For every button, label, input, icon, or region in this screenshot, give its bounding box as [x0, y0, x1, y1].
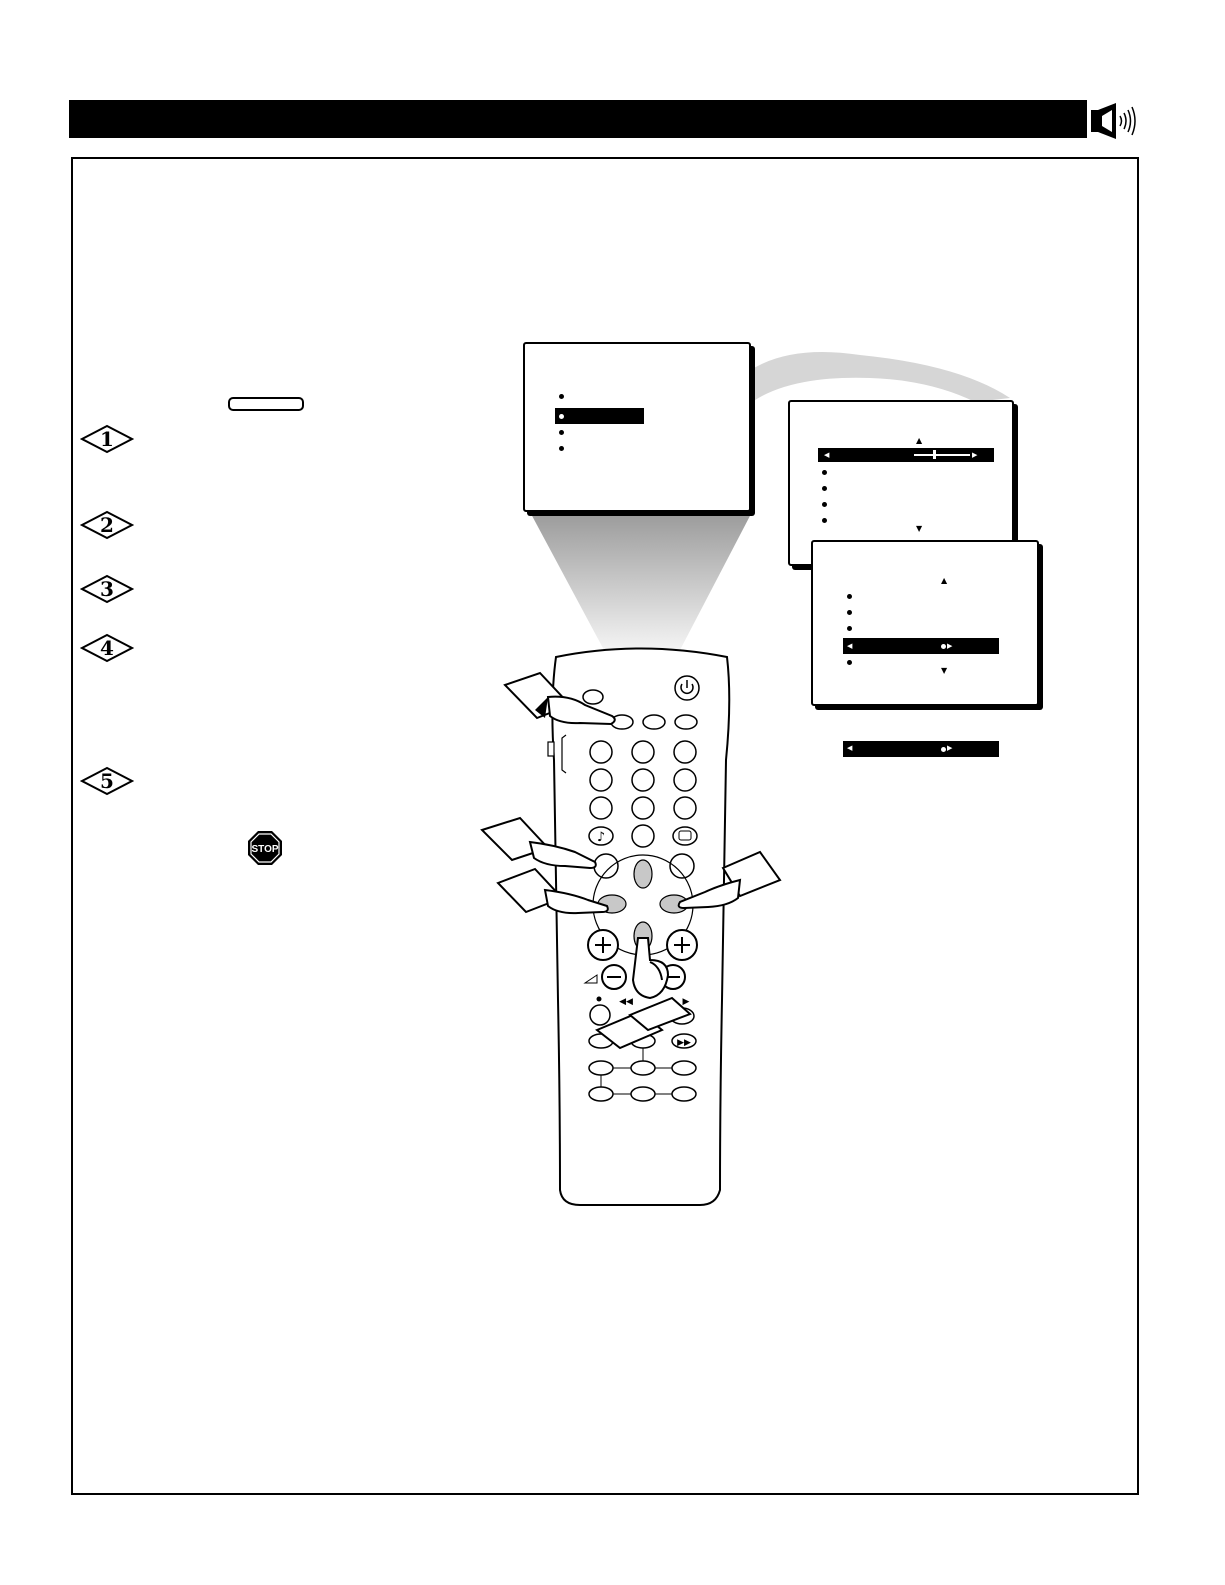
svg-text:4: 4 — [100, 636, 114, 660]
svg-text:2: 2 — [100, 513, 114, 537]
remote-oval-button[interactable] — [675, 715, 697, 729]
cursor-up-button[interactable] — [634, 860, 652, 888]
menu-highlight — [555, 408, 644, 424]
scroll-down-icon: ▼ — [916, 524, 923, 533]
scroll-up-icon: ▲ — [916, 436, 923, 445]
signal-beam — [530, 512, 752, 650]
play-icon: ▶ — [682, 997, 690, 1007]
rewind-icon: ◀◀ — [619, 997, 633, 1007]
fast-forward-icon: ▶▶ — [677, 1038, 691, 1048]
menu-highlight — [843, 638, 999, 654]
record-button[interactable] — [590, 1005, 610, 1025]
setting-bar: ◀ ▶ — [843, 741, 999, 757]
remote-top-button[interactable] — [583, 690, 603, 704]
menu-screen-main — [523, 342, 751, 512]
svg-text:STOP: STOP — [251, 844, 279, 855]
remote-nav-button[interactable] — [594, 854, 618, 878]
svg-text:5: 5 — [100, 769, 114, 793]
power-icon[interactable] — [675, 676, 699, 700]
level-slider — [914, 454, 970, 456]
scroll-down-icon: ▼ — [941, 666, 948, 675]
plus-icon[interactable] — [588, 930, 618, 960]
remote-oval-button[interactable] — [643, 715, 665, 729]
menu-screen-sound: ▲ ◀ ▶ ▼ — [788, 400, 1014, 566]
svg-text:3: 3 — [100, 577, 114, 601]
minus-icon[interactable] — [602, 965, 626, 989]
menu-screen-setting: ▲ ◀ ▶ ▼ — [811, 540, 1039, 706]
scroll-up-icon: ▲ — [941, 576, 948, 585]
svg-text:1: 1 — [100, 427, 114, 451]
note-icon: ♪ — [596, 830, 606, 845]
plus-icon[interactable] — [667, 930, 697, 960]
